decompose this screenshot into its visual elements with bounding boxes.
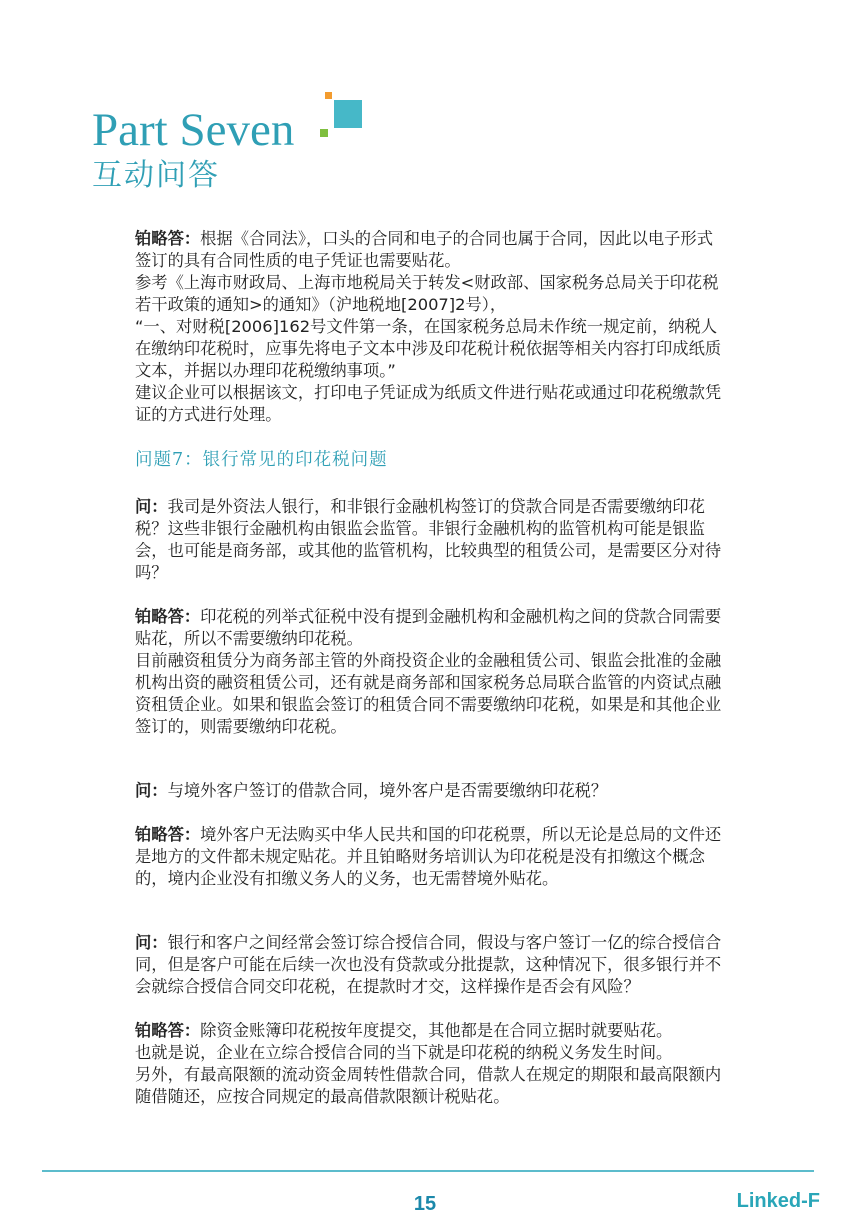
answer-paragraph-continued: 目前融资租赁分为商务部主管的外商投资企业的金融租赁公司、银监会批准的金融机构出资的融资租赁公司，还有就是商务部和国家税务总局联合监管的内资试点融资租赁企业。如果和银监会签订的租赁合同不需要缴纳印花税，如果是和其他企业签订的，则需要缴纳印花税。 [135,651,722,736]
section-heading: 问题7：银行常见的印花税问题 [135,450,388,470]
advice-paragraph: 建议企业可以根据该文，打印电子凭证成为纸质文件进行贴花或通过印花税缴款凭证的方式进行处理。 [135,383,722,424]
answer-text: 根据《合同法》，口头的合同和电子的合同也属于合同，因此以电子形式签订的具有合同性质的电子凭证也需要贴花。 [135,229,713,270]
decorative-squares-logo [320,92,362,142]
question-text: 我司是外资法人银行，和非银行金融机构签订的贷款合同是否需要缴纳印花税？这些非银行金融机构由银监会监管。非银行金融机构的监管机构可能是银监会，也可能是商务部，或其他的监管机构，比较典型的租赁公司，是需要区分对待吗？ [135,497,722,582]
page-number: 15 [413,1193,437,1215]
answer-label: 铂略答： [135,229,201,248]
green-square-icon [320,129,328,137]
question-label: 问： [135,781,168,800]
question-paragraph [135,780,725,802]
part-title: Part Seven [92,104,295,156]
question-paragraph [135,932,725,998]
page-header [92,92,412,202]
question-label: 问： [135,497,168,516]
quote-paragraph: “一、对财税[2006]162号文件第一条，在国家税务总局未作统一规定前，纳税人在缴纳印花税时，应事先将电子文本中涉及印花税计税依据等相关内容打印成纸质文本，并据以办理印花税缴纳事项。” [135,317,722,380]
answer-label: 铂略答： [135,1021,201,1040]
answer-paragraph [135,824,725,890]
answer-paragraph [135,228,725,272]
part-subtitle: 互动问答 [92,158,220,193]
question-paragraph [135,496,725,584]
answer-text: 除资金账簿印花税按年度提交，其他都是在合同立据时就要贴花。 [200,1021,673,1040]
document-body [135,228,725,1108]
brand-logo: Linked-F [736,1190,820,1212]
answer-text: 境外客户无法购买中华人民共和国的印花税票，所以无论是总局的文件还是地方的文件都未规定贴花。并且铂略财务培训认为印花税是没有扣缴这个概念的，境内企业没有扣缴义务人的义务，也无需替境外贴花。 [135,825,722,888]
answer-label: 铂略答： [135,607,201,626]
answer-text: 印花税的列举式征税中没有提到金融机构和金融机构之间的贷款合同需要贴花，所以不需要缴纳印花税。 [135,607,722,648]
question-text: 银行和客户之间经常会签订综合授信合同，假设与客户签订一亿的综合授信合同，但是客户可能在后续一次也没有贷款或分批提款，这种情况下，很多银行并不会就综合授信合同交印花税，在提款时才交，这样操作是否会有风险？ [135,933,722,996]
answer-paragraph-continued: 另外，有最高限额的流动资金周转性借款合同，借款人在规定的期限和最高限额内随借随还，应按合同规定的最高借款限额计税贴花。 [135,1065,722,1106]
answer-label: 铂略答： [135,825,201,844]
orange-square-icon [325,92,332,99]
reference-paragraph: 参考《上海市财政局、上海市地税局关于转发<财政部、国家税务总局关于印花税若干政策的通知>的通知》（沪地税地[2007]2号）， [135,273,719,314]
question-text: 与境外客户签订的借款合同，境外客户是否需要缴纳印花税？ [167,781,608,800]
footer-divider [42,1170,814,1172]
teal-square-icon [334,100,362,128]
answer-paragraph [135,1020,725,1042]
question-label: 问： [135,933,168,952]
answer-paragraph-continued: 也就是说，企业在立综合授信合同的当下就是印花税的纳税义务发生时间。 [135,1043,673,1062]
answer-paragraph [135,606,725,650]
